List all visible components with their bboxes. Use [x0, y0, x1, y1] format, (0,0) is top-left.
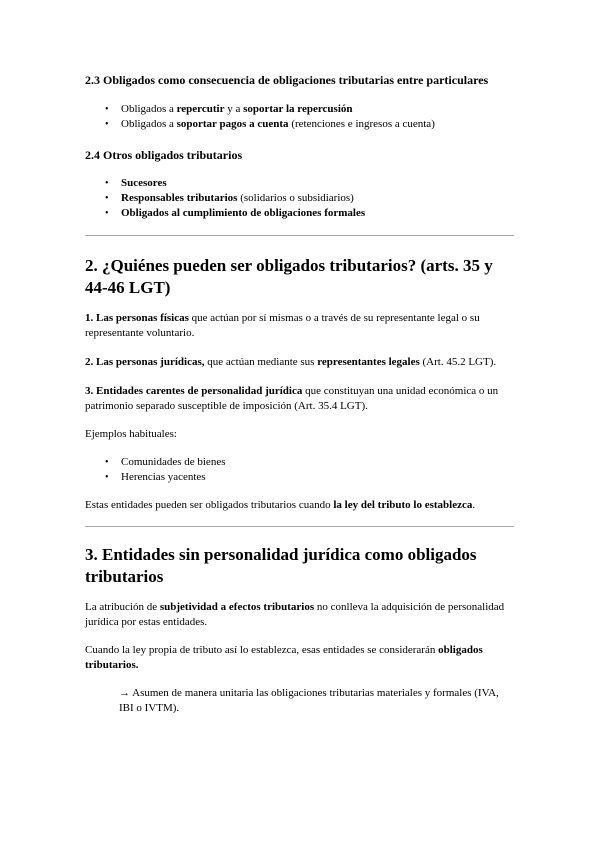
paragraph: [85, 643, 515, 673]
divider: [85, 235, 514, 236]
list-item: • Comunidades de bienes: [85, 455, 515, 470]
item-bold: soportar pagos a cuenta: [176, 118, 289, 130]
section-2-3-list: [85, 102, 515, 132]
paragraph-bold: representantes legales: [317, 356, 420, 368]
paragraph-text: Estas entidades pueden ser obligados tributarios cuando: [85, 499, 334, 511]
paragraph-bold: subjetividad a efectos tributarios: [159, 601, 315, 613]
paragraph: [85, 498, 515, 513]
paragraph-bold: 3. Entidades carentes de personalidad jurídica: [85, 385, 303, 397]
paragraph-bold: 2. Las personas jurídicas,: [85, 356, 205, 368]
list-item: [85, 206, 515, 221]
paragraph: [85, 311, 515, 341]
paragraph-text: Cuando la ley propia de tributo así lo establezca, esas entidades se considerarán: [85, 644, 439, 656]
document-page: [85, 72, 515, 716]
section-3-heading: 3. Entidades sin personalidad jurídica como obligados tributarios: [85, 545, 477, 586]
section-2-4-list: [85, 176, 515, 221]
item-bold: Obligados al cumplimiento de obligaciones formales: [121, 207, 366, 219]
paragraph: [85, 600, 515, 630]
item-text: (retenciones e ingresos a cuenta): [288, 118, 435, 130]
paragraph-text: (Art. 45.2 LGT).: [419, 356, 497, 368]
paragraph-text: que actúan por sí mismas o a través de su representante legal o su representante voluntario.: [85, 312, 480, 339]
item-bold: Responsables tributarios: [121, 192, 238, 204]
item-text: (solidarios o subsidiarios): [237, 192, 354, 204]
paragraph-text: La atribución de: [85, 601, 160, 613]
item-text: Obligados a: [121, 118, 177, 130]
list-item: [85, 191, 515, 206]
item-text: Obligados a: [121, 103, 177, 115]
paragraph-text: no conlleva la adquisición de personalidad jurídica por estas entidades.: [85, 601, 505, 628]
item-bold: Sucesores: [121, 177, 167, 189]
paragraph-bold: 1. Las personas físicas: [85, 312, 189, 324]
paragraph-text: que constituyan una unidad económica o un patrimonio separado susceptible de imposición (Art. 35.4 LGT).: [85, 385, 499, 412]
examples-list: [85, 455, 515, 485]
paragraph-bold: obligados tributarios.: [85, 644, 483, 671]
arrow-note: → Asumen de manera unitaria las obligaciones tributarias materiales y formales (IVA, IBI o IVTM).: [119, 687, 499, 714]
item-text: y a: [224, 103, 244, 115]
list-item: [85, 102, 515, 117]
list-item: [85, 117, 515, 132]
section-2-4-title: 2.4 Otros obligados tributarios: [85, 148, 243, 162]
paragraph: [85, 355, 515, 370]
paragraph-text: .: [472, 499, 476, 511]
item-bold: soportar la repercusión: [243, 103, 353, 115]
paragraph: [85, 384, 515, 414]
examples-label: Ejemplos habituales:: [85, 428, 177, 440]
paragraph-text: que actúan mediante sus: [204, 356, 318, 368]
paragraph-bold: la ley del tributo lo establezca: [333, 499, 473, 511]
list-item: [85, 176, 515, 191]
divider: [85, 526, 514, 527]
item-bold: repercutir: [176, 103, 225, 115]
section-2-3-title: 2.3 Obligados como consecuencia de obligaciones tributarias entre particulares: [85, 73, 489, 87]
list-item: • Herencias yacentes: [85, 470, 515, 485]
section-2-heading: 2. ¿Quiénes pueden ser obligados tributarios? (arts. 35 y 44-46 LGT): [85, 256, 493, 297]
